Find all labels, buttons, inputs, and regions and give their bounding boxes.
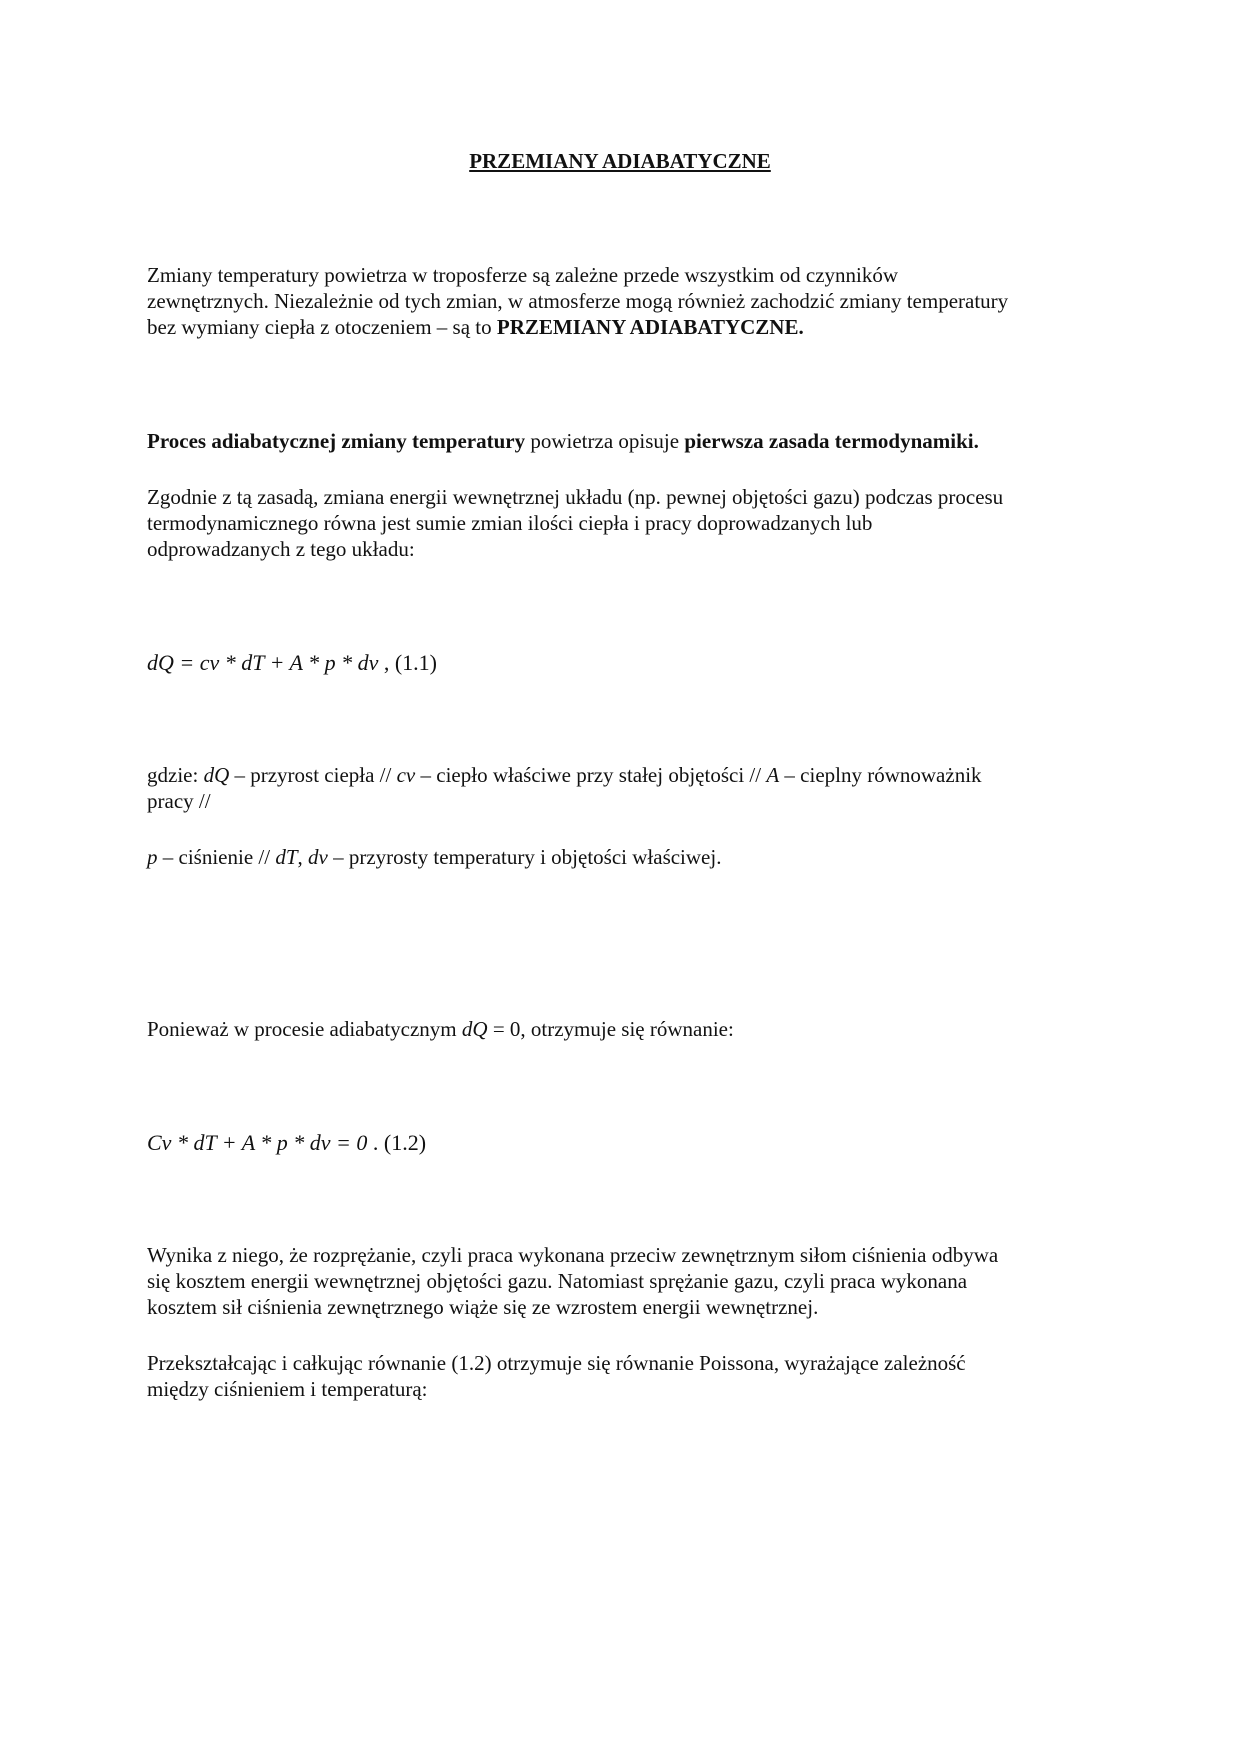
law-line-3: odprowadzanych z tego układu: xyxy=(147,537,415,561)
equation-1-1 xyxy=(147,650,1097,676)
symbols-definition-2 xyxy=(147,844,1097,870)
symbols-line-1: gdzie: dQ – przyrost ciepła // cv – ciepło właściwe przy stałej objętości // A – cieplny równoważnik xyxy=(147,763,982,787)
poisson-paragraph xyxy=(147,1350,1097,1402)
law-line-1: Zgodnie z tą zasadą, zmiana energii wewnętrznej układu (np. pewnej objętości gazu) podczas procesu xyxy=(147,485,1004,509)
adiabatic-condition xyxy=(147,1016,1097,1042)
process-line: Proces adiabatycznej zmiany temperatury powietrza opisuje pierwsza zasada termodynamiki. xyxy=(147,429,979,453)
expansion-line-1: Wynika z niego, że rozprężanie, czyli praca wykonana przeciw zewnętrznym siłom ciśnienia odbywa xyxy=(147,1243,999,1267)
equation-1-1-formula: dQ = cv * dT + A * p * dv xyxy=(147,650,379,675)
page-title: PRZEMIANY ADIABATYCZNE xyxy=(469,149,771,173)
intro-paragraph xyxy=(147,262,1097,340)
equation-1-1-label: , (1.1) xyxy=(378,650,438,675)
intro-line-1: Zmiany temperatury powietrza w troposferze są zależne przede wszystkim od czynników xyxy=(147,263,899,287)
equation-1-2-formula: Cv * dT + A * p * dv = 0 xyxy=(147,1130,368,1155)
intro-line-3: bez wymiany ciepła z otoczeniem – są to PRZEMIANY ADIABATYCZNE. xyxy=(147,315,804,339)
adiabatic-line: Ponieważ w procesie adiabatycznym dQ = 0, otrzymuje się równanie: xyxy=(147,1017,734,1041)
expansion-line-2: się kosztem energii wewnętrznej objętości gazu. Natomiast sprężanie gazu, czyli praca wykonana xyxy=(147,1269,968,1293)
law-line-2: termodynamicznego równa jest sumie zmian ilości ciepła i pracy doprowadzanych lub xyxy=(147,511,873,535)
equation-1-2-label: . (1.2) xyxy=(367,1130,427,1155)
symbols-definition xyxy=(147,762,1097,814)
expansion-line-3: kosztem sił ciśnienia zewnętrznego wiąże się ze wzrostem energii wewnętrznej. xyxy=(147,1295,819,1319)
intro-bold-term: PRZEMIANY ADIABATYCZNE. xyxy=(496,315,804,339)
equation-1-2 xyxy=(147,1130,1097,1156)
process-paragraph xyxy=(147,428,1097,454)
symbols-line-3: p – ciśnienie // dT, dv – przyrosty temperatury i objętości właściwej. xyxy=(147,845,722,869)
symbols-line-2: pracy // xyxy=(147,789,211,813)
law-paragraph xyxy=(147,484,1097,562)
intro-line-2: zewnętrznych. Niezależnie od tych zmian, w atmosferze mogą również zachodzić zmiany temperatury xyxy=(147,289,1009,313)
poisson-line-1: Przekształcając i całkując równanie (1.2) otrzymuje się równanie Poissona, wyrażające zależność xyxy=(147,1351,966,1375)
poisson-line-2: między ciśnieniem i temperaturą: xyxy=(147,1377,428,1401)
expansion-paragraph xyxy=(147,1242,1097,1320)
